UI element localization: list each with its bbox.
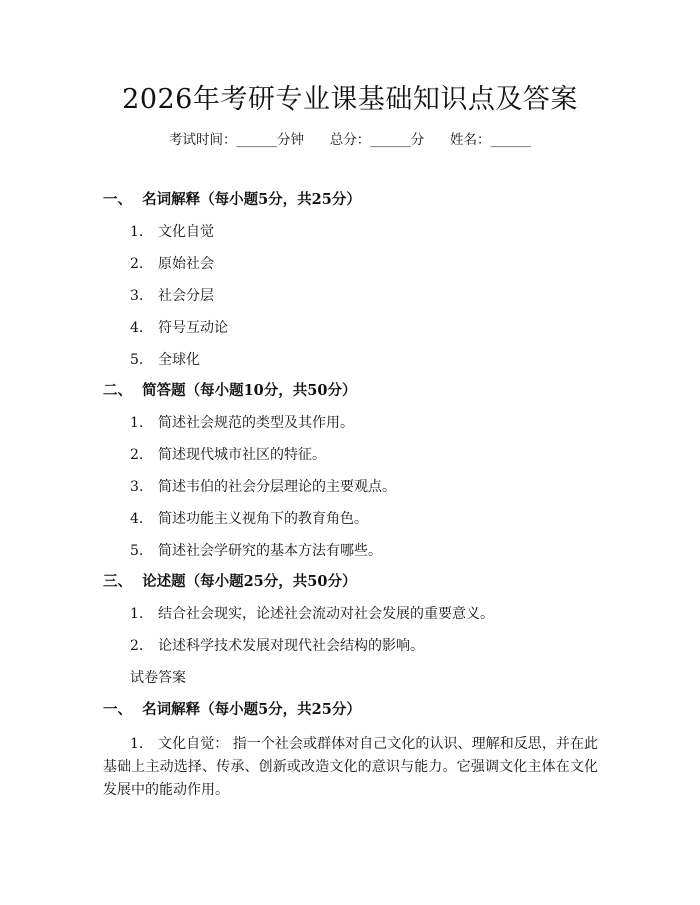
question-item: [130, 636, 424, 656]
question-text: 文化自觉: [158, 224, 214, 240]
question-number: 5.: [130, 352, 144, 368]
question-number: 2.: [130, 256, 144, 272]
question-text: 论述科学技术发展对现代社会结构的影响。: [158, 638, 424, 654]
question-text: 简述韦伯的社会分层理论的主要观点。: [158, 479, 396, 495]
question-number: 4.: [130, 511, 144, 527]
question-item: [130, 477, 396, 497]
section-heading-short-answer: 二、 简答题（每小题10分，共50分）: [103, 382, 357, 399]
question-item: [130, 509, 368, 529]
question-text: 原始社会: [158, 256, 214, 272]
section-heading-definitions: 一、 名词解释（每小题5分，共25分）: [103, 191, 361, 208]
answer-number: 1.: [130, 736, 144, 752]
question-item: [130, 254, 214, 274]
question-item: [130, 350, 200, 370]
question-number: 3.: [130, 479, 144, 495]
answers-section-heading: 一、 名词解释（每小题5分，共25分）: [103, 701, 361, 718]
question-item: [130, 541, 382, 561]
question-text: 简述社会学研究的基本方法有哪些。: [158, 543, 382, 559]
question-text: 简述现代城市社区的特征。: [158, 447, 326, 463]
section-heading-essay: 三、 论述题（每小题25分，共50分）: [103, 573, 357, 590]
question-number: 1.: [130, 415, 144, 431]
question-item: [130, 445, 326, 465]
question-text: 结合社会现实，论述社会流动对社会发展的重要意义。: [158, 606, 494, 622]
question-text: 简述功能主义视角下的教育角色。: [158, 511, 368, 527]
question-item: [130, 318, 228, 338]
answers-label: 试卷答案: [130, 670, 186, 686]
question-number: 1.: [130, 606, 144, 622]
answer-paragraph: [103, 733, 598, 802]
question-item: [130, 222, 214, 242]
question-text: 简述社会规范的类型及其作用。: [158, 415, 354, 431]
exam-info-line: 考试时间：______分钟 总分：______分 姓名：______: [169, 132, 531, 148]
question-number: 2.: [130, 447, 144, 463]
question-number: 1.: [130, 224, 144, 240]
question-number: 2.: [130, 638, 144, 654]
question-number: 4.: [130, 320, 144, 336]
question-text: 符号互动论: [158, 320, 228, 336]
question-text: 社会分层: [158, 288, 214, 304]
question-item: [130, 413, 354, 433]
document-title: 2026年考研专业课基础知识点及答案: [122, 84, 578, 115]
answer-text: 文化自觉： 指一个社会或群体对自己文化的认识、理解和反思，并在此基础上主动选择、传承、创新或改造文化的意识与能力。它强调文化主体在文化发展中的能动作用。: [103, 736, 598, 798]
question-item: [130, 286, 214, 306]
question-number: 5.: [130, 543, 144, 559]
question-item: [130, 604, 494, 624]
question-number: 3.: [130, 288, 144, 304]
question-text: 全球化: [158, 352, 200, 368]
